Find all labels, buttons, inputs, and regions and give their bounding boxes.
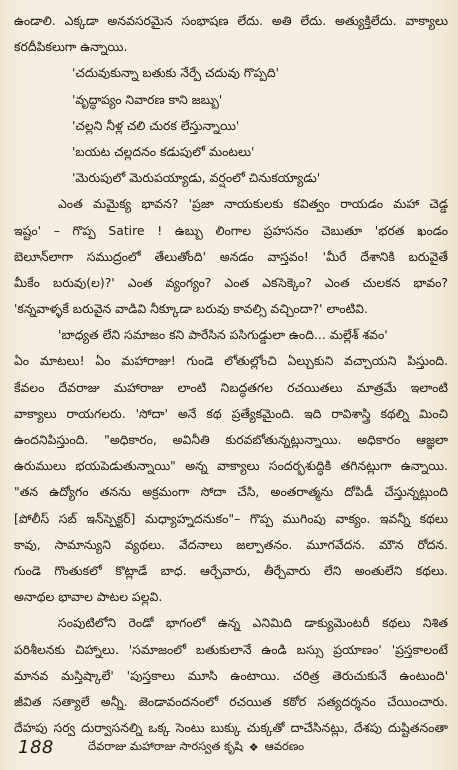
- quote-line: 'మెరుపులో మెరుపయ్యాడు, వర్షంలో చినుకయ్యాడు': [72, 170, 321, 186]
- text-line: అనాథల భావాల పాటల పల్లవి.: [14, 589, 163, 605]
- text-line: వాక్యాలు రాయగలరు. 'సోదా' అనే కథ ప్రత్యేకమైంది. ఇది రావిశాస్త్రి కథల్ని మించి: [14, 405, 448, 421]
- text-line: ఉందనిపిస్తుంది. "అధికారం, అవినీతి కురవబోతున్నట్లున్నాయి. అధికారం ఆజ్ఞలా: [14, 432, 448, 447]
- ornament-separator: ❖: [248, 740, 259, 754]
- text-line: 'కన్నవాళ్ళకే బరువైన వాడివి నీక్కూడా బరువు కావల్సి వచ్చిందా?' లాంటివి.: [14, 301, 368, 317]
- quote-line: 'చల్లని నీళ్ల చలి చురక లేస్తున్నాయి': [72, 117, 240, 133]
- text-line: కరదీపికలుగా ఉన్నాయి.: [14, 39, 128, 55]
- text-line: జీవిత సత్యాలే అన్నీ. జెండావందనంలో రచయిత కఠోర సత్యదర్శనం చేయించారు.: [14, 693, 448, 709]
- text-line: ఉండాలి. ఎక్కడా అనవసరమైన సంభాషణ లేదు. అతి లేదు. అత్యుక్తిలేదు. వాక్యాలు: [14, 13, 448, 28]
- paragraph-start: సంపుటిలోని రెండో భాగంలో ఉన్న ఎనిమిది డాక్యుమెంటరీ కథలు నిశిత: [58, 615, 448, 631]
- text-line: దేహపు సర్వ దుర్వాసనల్ని ఒక్క సెంటు బుక్కు చుక్కతో దాచేసినట్లు, దేశపు దుష్టితనంతా: [14, 720, 448, 736]
- text-line: "తన ఉద్యోగం తనను అక్రమంగా సోదా చేసి, అంతరాత్మను దోపిడీ చేస్తున్నట్లుంది: [14, 484, 448, 500]
- page-footer: [18, 734, 448, 760]
- text-line: ఏం మాటలు! ఏం మహారాజు! గుండె లోతుల్లోంచి ఏల్చుకుని వచ్చాయని పిస్తుంది.: [14, 353, 448, 369]
- text-line: [పోలీస్ సబ్ ఇన్‌స్పెక్టర్] మధ్యాహ్నదనుకం"– గొప్ప ముగింపు వాక్యం. ఇవన్నీ కథలు: [14, 510, 448, 526]
- quote-line: 'బయట చల్లదనం కడుపులో మంటలు': [72, 143, 255, 159]
- text-line: బెలూన్‌లాగా సముద్రంలో తేలుతోంది' అనడం వాస్తవం! 'మీరే దేశానికి బరువైతే: [14, 248, 448, 264]
- text-line: ఉరుములు భయపెడుతున్నాయి" అన్న వాక్యాలు సందర్భశుద్ధికి తగినట్లుగా ఉన్నాయి.: [14, 458, 448, 474]
- text-line: మీకేం బరువు(ల)?' ఎంత వ్యంగ్యం? ఎంత ఎకసెక్కెం? ఎంత చులకన భావం?: [14, 274, 448, 290]
- text-line: ఇష్టం' – గొప్ప Satire ! ఉబ్బు లింగాల ప్రహసనం చెబుతూ 'భరత ఖండం: [14, 222, 448, 238]
- text-line: కావు, సామాన్యుని వ్యథలు. వేదనాలు జల్పాతనం. మూగవేదన. మౌన రోదన.: [14, 536, 448, 552]
- text-line: మానవ మస్తిష్కాలే' 'పుస్తకాలు మూసి ఉంటాయి. చరిత్ర తెరుచుకునే ఉంటుంది': [14, 667, 448, 683]
- text-line: కేవలం దేవరాజు మహారాజు లాంటి నిబద్ధతగల రచయితలు మాత్రమే ఇలాంటి: [14, 379, 448, 395]
- text-line: గుండె గొంతుకలో కొట్లాడే బాధ. ఆర్చేవారు, తీర్చేవారు లేని అంతులేని కథలు.: [14, 562, 448, 578]
- body-text: [14, 8, 448, 741]
- running-head-section: ఆవరణం: [264, 738, 305, 753]
- quote-line: 'వృద్ధాప్యం నివారణ కాని జబ్బు': [72, 91, 223, 107]
- text-line: పరిశీలనకు చిహ్నాలు. 'సమాజంలో బతుకులానే ఉండి బస్సు ప్రయాణం' 'ప్రస్తకాలంటే: [14, 641, 448, 657]
- paragraph-start: 'బాధ్యత లేని సమాజం కని పారేసిన పసిగుడ్డులా ఉంది... మల్లేశ్ శవం': [58, 327, 388, 343]
- running-head-title: దేవరాజు మహారాజు సారస్వత కృషి: [88, 738, 243, 753]
- page-number: 188: [18, 736, 54, 758]
- quote-line: 'చదువుకున్నా బతుకు నేర్పే చదువు గొప్పది': [72, 65, 280, 81]
- paragraph-start: ఎంత మమైక్య భావన? 'ప్రజా నాయకులకు కవిత్వం రాయడం మహా చెడ్డ: [58, 196, 448, 212]
